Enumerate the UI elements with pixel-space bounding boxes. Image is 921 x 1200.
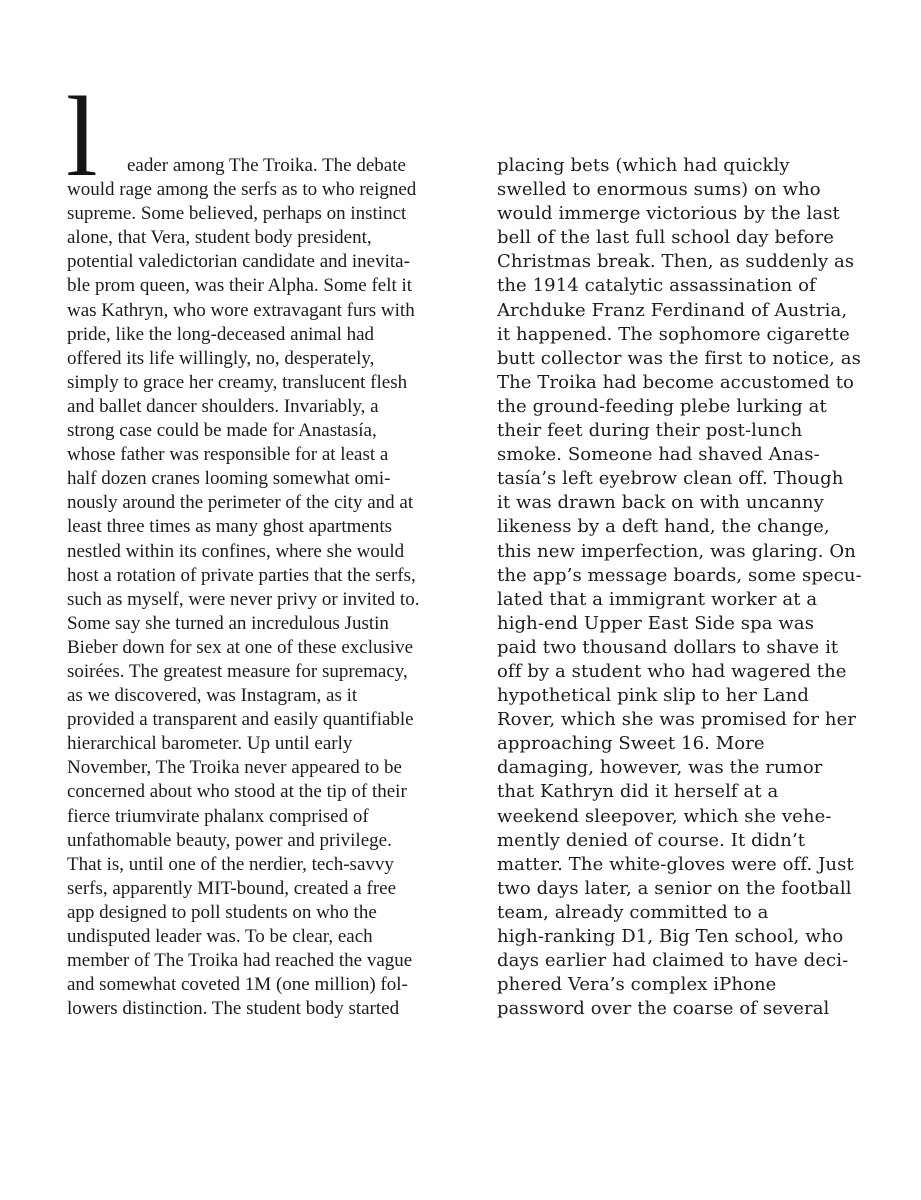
text-line: phered Vera’s complex iPhone bbox=[497, 974, 777, 996]
text-line: least three times as many ghost apartments bbox=[67, 516, 393, 538]
text-line: high-end Upper East Side spa was bbox=[497, 612, 815, 634]
text-line: such as myself, were never privy or invited to. bbox=[67, 588, 420, 610]
text-line: strong case could be made for Anastasía, bbox=[67, 420, 377, 442]
text-line: team, already committed to a bbox=[497, 901, 769, 923]
text-line: undisputed leader was. To be clear, each bbox=[67, 926, 373, 947]
text-line: host a rotation of private parties that the serfs, bbox=[67, 564, 416, 586]
text-line: matter. The white-gloves were off. Just bbox=[497, 853, 854, 875]
text-line: concerned about who stood at the tip of their bbox=[67, 781, 407, 803]
text-line: would immerge victorious by the last bbox=[497, 203, 840, 225]
text-line: hierarchical barometer. Up until early bbox=[67, 733, 353, 755]
left-text-column bbox=[67, 154, 467, 1021]
text-line: alone, that Vera, student body president, bbox=[67, 227, 372, 249]
text-line: password over the coarse of several bbox=[497, 998, 830, 1020]
text-line: damaging, however, was the rumor bbox=[497, 757, 823, 779]
text-line: simply to grace her creamy, translucent flesh bbox=[67, 371, 408, 393]
text-line: nestled within its confines, where she would bbox=[67, 540, 405, 562]
text-line: the ground-feeding plebe lurking at bbox=[497, 395, 827, 417]
text-line: mently denied of course. It didn’t bbox=[497, 829, 806, 851]
text-line: placing bets (which had quickly bbox=[497, 155, 790, 176]
text-line: that Kathryn did it herself at a bbox=[497, 781, 779, 803]
text-line: nously around the perimeter of the city and at bbox=[67, 492, 414, 514]
text-line: Archduke Franz Ferdinand of Austria, bbox=[497, 299, 848, 321]
text-line: app designed to poll students on who the bbox=[67, 901, 377, 923]
text-line: tasía’s left eyebrow clean off. Though bbox=[497, 468, 844, 490]
text-line: was Kathryn, who wore extravagant furs with bbox=[67, 299, 415, 321]
text-line: whose father was responsible for at least a bbox=[67, 444, 389, 466]
text-line: soirées. The greatest measure for supremacy, bbox=[67, 660, 408, 682]
text-line: and ballet dancer shoulders. Invariably, a bbox=[67, 395, 379, 417]
text-line: it was drawn back on with uncanny bbox=[497, 492, 824, 514]
text-line: and somewhat coveted 1M (one million) fol- bbox=[67, 974, 408, 996]
text-line: the app’s message boards, some specu- bbox=[497, 564, 862, 586]
text-line: their feet during their post-lunch bbox=[497, 420, 803, 442]
text-line: pride, like the long-deceased animal had bbox=[67, 323, 375, 345]
text-line: unfathomable beauty, power and privilege. bbox=[67, 829, 392, 851]
text-line: offered its life willingly, no, desperately, bbox=[67, 347, 375, 369]
text-line: member of The Troika had reached the vague bbox=[67, 950, 413, 972]
text-line: smoke. Someone had shaved Anas- bbox=[497, 444, 820, 466]
text-line: November, The Troika never appeared to be bbox=[67, 757, 402, 779]
text-line: potential valedictorian candidate and inevita- bbox=[67, 251, 410, 273]
right-text-column bbox=[497, 154, 877, 1021]
text-line: days earlier had claimed to have deci- bbox=[497, 950, 849, 972]
text-line: swelled to enormous sums) on who bbox=[497, 179, 821, 201]
text-line: That is, until one of the nerdier, tech-savvy bbox=[67, 853, 394, 875]
text-line: the 1914 catalytic assassination of bbox=[497, 275, 816, 297]
text-line: The Troika had become accustomed to bbox=[497, 371, 854, 393]
text-line: high-ranking D1, Big Ten school, who bbox=[497, 926, 844, 947]
text-line: lowers distinction. The student body started bbox=[67, 998, 400, 1020]
text-line: would rage among the serfs as to who reigned bbox=[67, 179, 417, 201]
text-line: ble prom queen, was their Alpha. Some felt it bbox=[67, 275, 413, 297]
text-line: two days later, a senior on the football bbox=[497, 877, 852, 899]
text-line: lated that a immigrant worker at a bbox=[497, 588, 818, 610]
text-line: Bieber down for sex at one of these exclusive bbox=[67, 636, 414, 658]
text-line: serfs, apparently MIT-bound, created a free bbox=[67, 877, 397, 899]
text-line: weekend sleepover, which she vehe- bbox=[497, 805, 832, 827]
text-line: half dozen cranes looming somewhat omi- bbox=[67, 468, 391, 490]
text-line: bell of the last full school day before bbox=[497, 227, 835, 249]
text-line: as we discovered, was Instagram, as it bbox=[67, 685, 358, 707]
drop-cap: l bbox=[66, 73, 98, 200]
text-line: this new imperfection, was glaring. On bbox=[497, 540, 856, 562]
text-line: likeness by a deft hand, the change, bbox=[497, 516, 830, 538]
text-line: Some say she turned an incredulous Justin bbox=[67, 612, 389, 634]
text-line: provided a transparent and easily quantifiable bbox=[67, 709, 414, 731]
text-line: fierce triumvirate phalanx comprised of bbox=[67, 805, 369, 827]
text-line: Rover, which she was promised for her bbox=[497, 709, 857, 731]
text-line: hypothetical pink slip to her Land bbox=[497, 685, 809, 707]
text-line: it happened. The sophomore cigarette bbox=[497, 323, 850, 345]
text-line: eader among The Troika. The debate bbox=[127, 155, 406, 176]
text-line: Christmas break. Then, as suddenly as bbox=[497, 251, 855, 273]
text-line: butt collector was the first to notice, as bbox=[497, 347, 861, 369]
text-line: paid two thousand dollars to shave it bbox=[497, 636, 839, 658]
text-line: off by a student who had wagered the bbox=[497, 660, 847, 682]
text-line: supreme. Some believed, perhaps on instinct bbox=[67, 203, 407, 225]
text-line: approaching Sweet 16. More bbox=[497, 733, 765, 755]
